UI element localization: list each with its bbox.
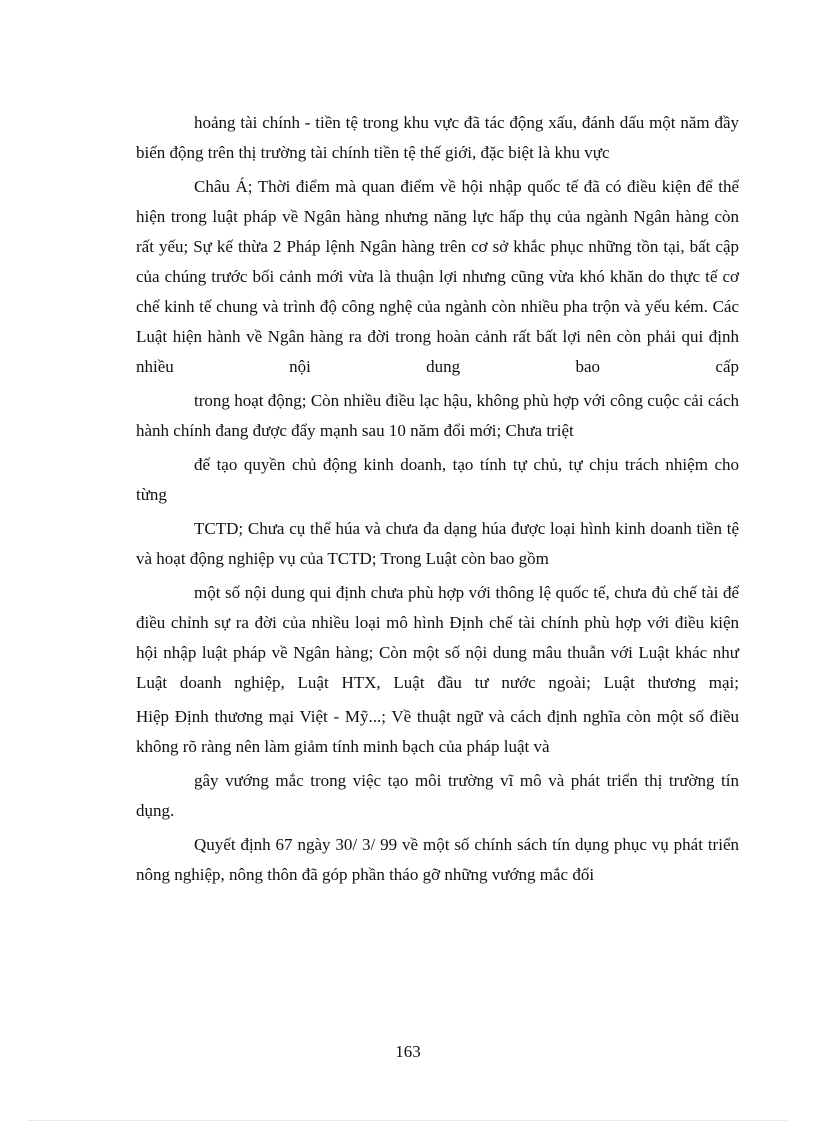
paragraph-8: gây vướng mắc trong việc tạo môi trường vĩ mô và phát triển thị trường tín dụng.	[136, 771, 739, 820]
body-text	[136, 108, 739, 890]
paragraph-4: để tạo quyền chủ động kinh doanh, tạo tính tự chủ, tự chịu trách nhiệm cho từng	[136, 455, 739, 504]
bottom-dotted-rule	[28, 1120, 788, 1121]
paragraph-7: Hiệp Định thương mại Việt - Mỹ...; Về thuật ngữ và cách định nghĩa còn một số điều không rõ ràng nên làm giảm tính minh bạch của pháp luật và	[136, 707, 739, 756]
paragraph-2: Châu Á; Thời điểm mà quan điểm về hội nhập quốc tế đã có điều kiện để thể hiện trong luật pháp về Ngân hàng nhưng năng lực hấp thụ của ngành Ngân hàng còn rất yếu; Sự kế thừa 2 Pháp lệnh Ngân hàng trên cơ sở khắc phục những tồn tại, bất cập của chúng trước bối cảnh mới vừa là thuận lợi nhưng cũng vừa khó khăn do thực tế cơ chế kinh tế chung và trình độ công nghệ của ngành còn nhiều pha trộn và yếu kém. Các Luật hiện hành về Ngân hàng ra đời trong hoàn cảnh rất bất lợi nên còn phải qui định nhiều nội dung bao cấp	[136, 177, 739, 376]
paragraph-6: một số nội dung qui định chưa phù hợp với thông lệ quốc tế, chưa đủ chế tài để điều chỉnh sự ra đời của nhiều loại mô hình Định chế tài chính phù hợp với điều kiện hội nhập luật pháp về Ngân hàng; Còn một số nội dung mâu thuẫn với Luật khác như Luật doanh nghiệp, Luật HTX, Luật đầu tư nước ngoài; Luật thương mại;	[136, 583, 739, 692]
paragraph-5: TCTD; Chưa cụ thể húa và chưa đa dạng húa được loại hình kinh doanh tiền tệ và hoạt động nghiệp vụ của TCTD; Trong Luật còn bao gồm	[136, 519, 739, 568]
paragraph-1: hoảng tài chính - tiền tệ trong khu vực đã tác động xấu, đánh dấu một năm đầy biến động trên thị trường tài chính tiền tệ thế giới, đặc biệt là khu vực	[136, 113, 739, 162]
paragraph-9: Quyết định 67 ngày 30/ 3/ 99 về một số chính sách tín dụng phục vụ phát triển nông nghiệp, nông thôn đã góp phần tháo gỡ những vướng mắc đối	[136, 835, 739, 884]
paragraph-3: trong hoạt động; Còn nhiều điều lạc hậu, không phù hợp với công cuộc cải cách hành chính đang được đẩy mạnh sau 10 năm đổi mới; Chưa triệt	[136, 391, 739, 440]
page-number: 163	[395, 1042, 421, 1061]
